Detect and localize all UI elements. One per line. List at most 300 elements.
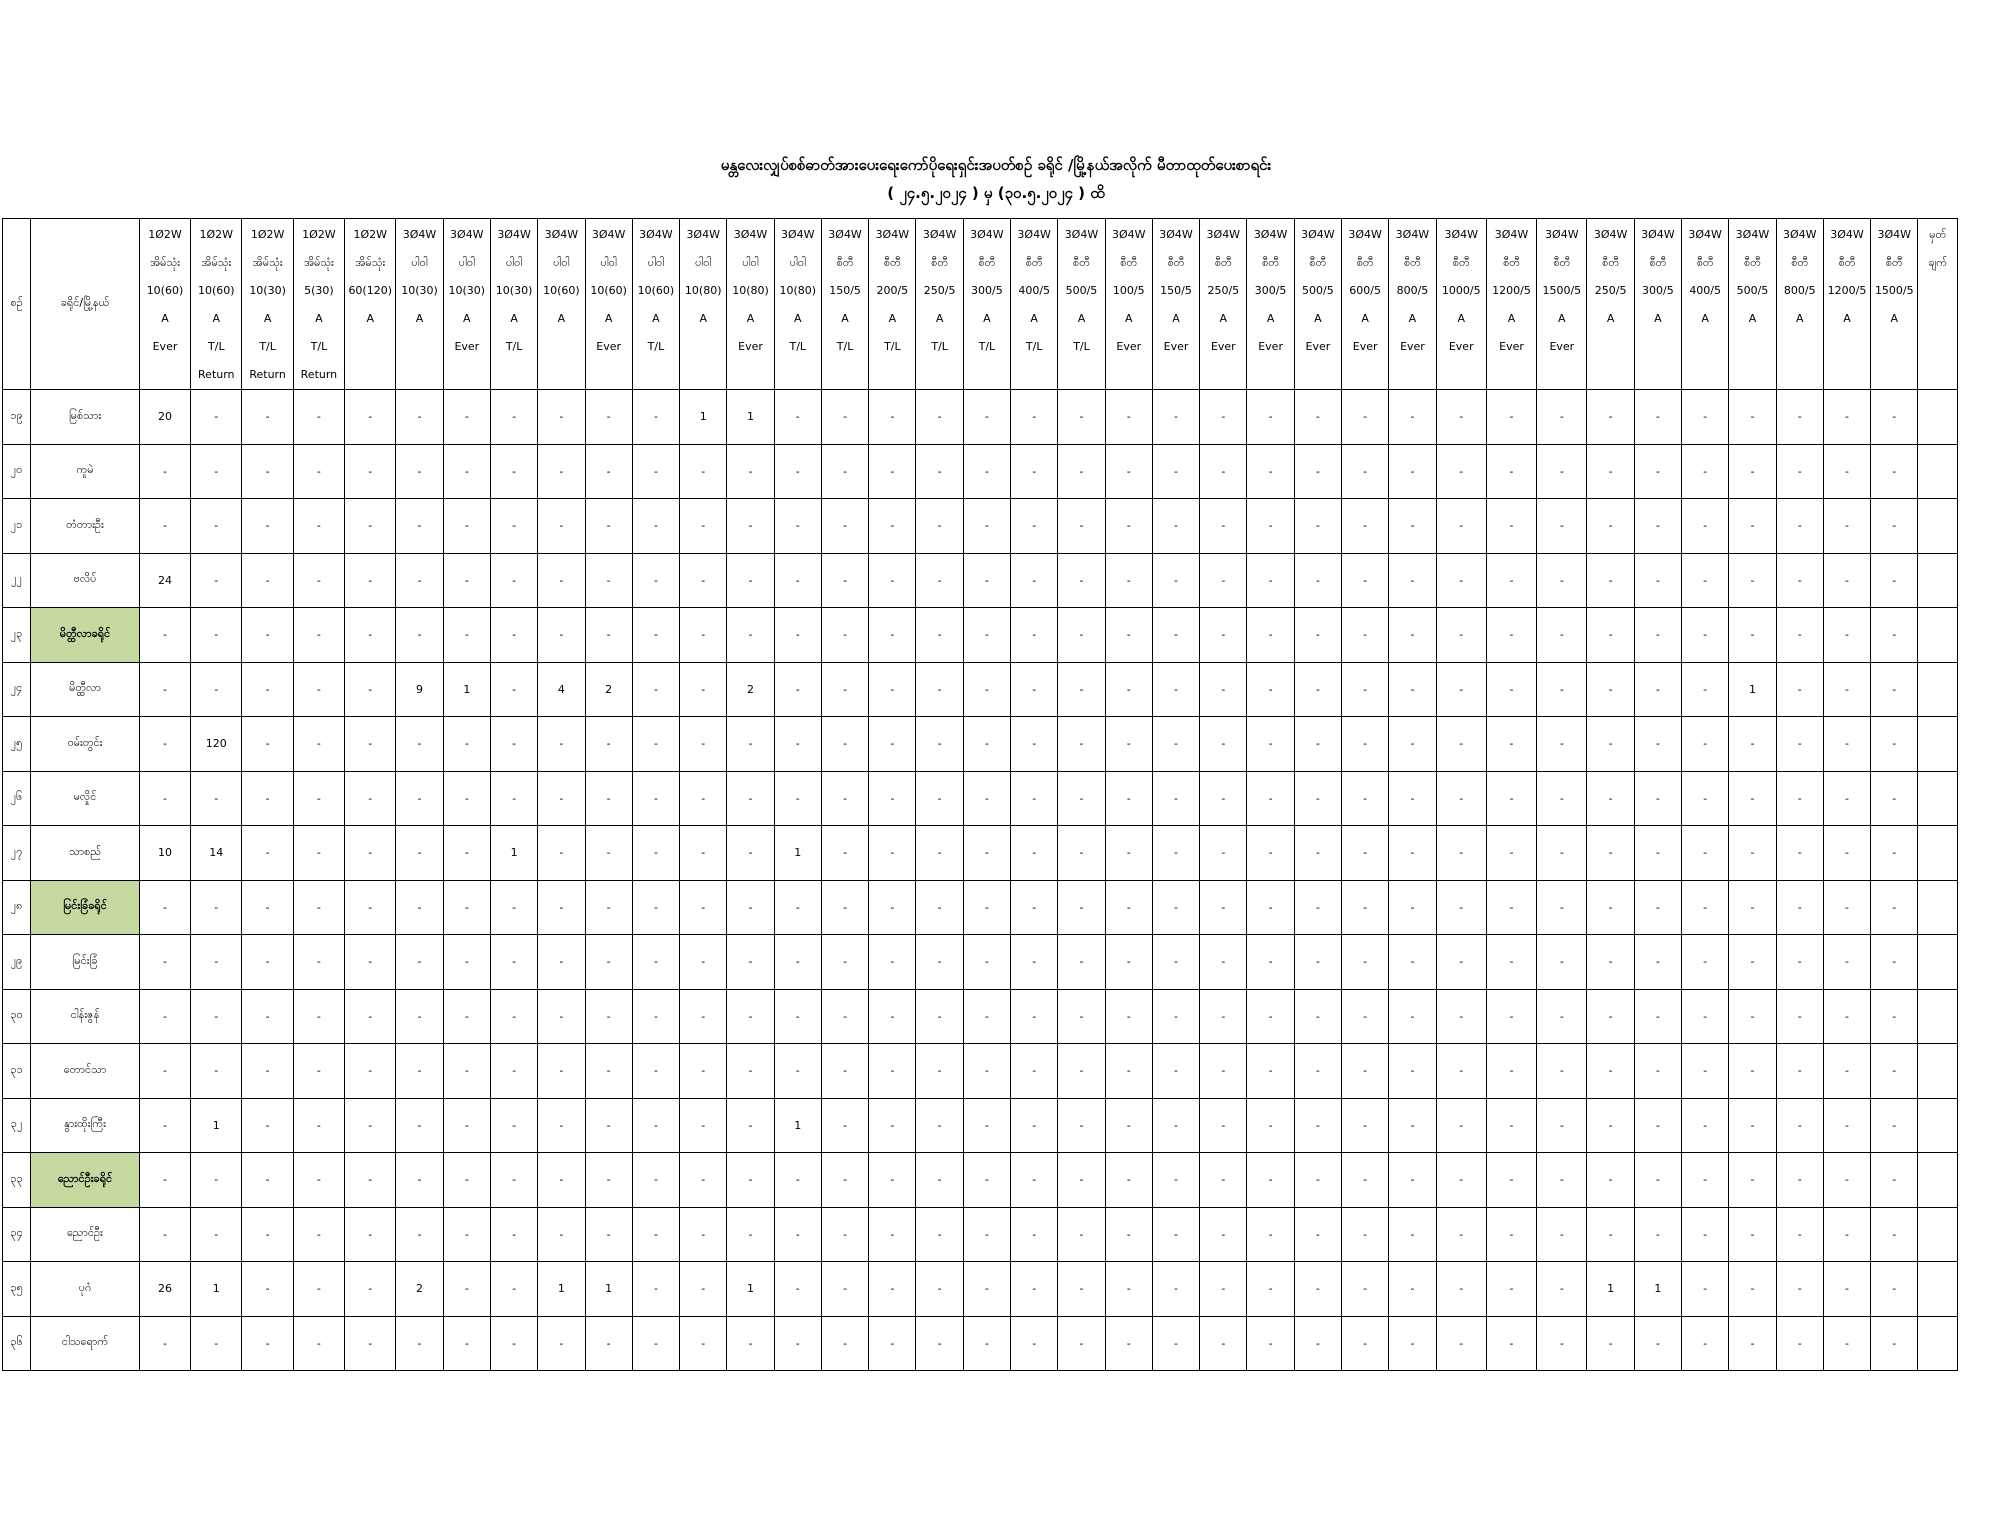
township-name: မြင်းခြံ: [31, 935, 140, 990]
header-meter-type: [727, 219, 774, 390]
meter-count-cell: -: [1389, 989, 1436, 1044]
meter-count-cell: -: [1342, 662, 1389, 717]
meter-count-cell: -: [963, 989, 1010, 1044]
meter-count-cell: -: [1389, 1207, 1436, 1262]
header-line: T/L: [884, 340, 901, 353]
meter-count-cell: -: [821, 1098, 868, 1153]
header-line: T/L: [1073, 340, 1090, 353]
remark-cell: [1918, 553, 1958, 608]
header-meter-type: [1682, 219, 1729, 390]
meter-count-cell: -: [1105, 1316, 1152, 1371]
meter-count-cell: -: [963, 717, 1010, 772]
meter-count-cell: -: [821, 1153, 868, 1208]
meter-count-cell: -: [632, 771, 679, 826]
meter-count-cell: -: [963, 826, 1010, 881]
meter-count-cell: -: [1729, 1044, 1776, 1099]
header-line: 100/5: [1112, 284, 1145, 297]
meter-count-cell: -: [1105, 444, 1152, 499]
header-line: 3Ø4W: [497, 228, 531, 241]
header-meter-type: [1486, 219, 1536, 390]
meter-count-cell: -: [1537, 826, 1587, 881]
meter-count-cell: -: [1294, 608, 1341, 663]
meter-count-cell: -: [1105, 553, 1152, 608]
meter-count-cell: -: [916, 989, 963, 1044]
meter-count-cell: -: [632, 1044, 679, 1099]
meter-count-cell: -: [1634, 608, 1681, 663]
row-serial-no: ၂၆: [3, 771, 31, 826]
row-serial-no: ၂၈: [3, 880, 31, 935]
header-meter-type: [1011, 219, 1058, 390]
meter-count-cell: -: [1152, 1207, 1199, 1262]
header-line: 3Ø4W: [450, 228, 484, 241]
meter-count-cell: -: [1105, 771, 1152, 826]
header-line: A: [1361, 312, 1369, 325]
meter-count-cell: -: [1682, 935, 1729, 990]
meter-count-cell: -: [1587, 1153, 1634, 1208]
meter-count-cell: -: [1486, 771, 1536, 826]
meter-count-cell: -: [680, 880, 727, 935]
meter-count-cell: 1: [538, 1262, 585, 1317]
meter-count-cell: -: [632, 989, 679, 1044]
meter-count-cell: -: [963, 1044, 1010, 1099]
meter-count-cell: -: [1486, 444, 1536, 499]
meter-count-cell: -: [1729, 1098, 1776, 1153]
meter-count-cell: -: [538, 826, 585, 881]
header-line: ပါဝါ: [458, 256, 475, 269]
meter-count-cell: -: [345, 444, 396, 499]
meter-count-cell: -: [821, 1262, 868, 1317]
meter-count-cell: -: [1389, 499, 1436, 554]
meter-count-cell: -: [1537, 989, 1587, 1044]
meter-count-cell: -: [963, 1153, 1010, 1208]
header-line: ပါဝါ: [647, 256, 665, 269]
header-line: 3Ø4W: [781, 228, 815, 241]
meter-count-cell: -: [869, 935, 916, 990]
header-line: Ever: [1448, 340, 1474, 353]
meter-count-cell: -: [1200, 1044, 1247, 1099]
header-line: A: [841, 312, 849, 325]
meter-count-cell: -: [1247, 1098, 1294, 1153]
header-line: 3Ø4W: [1593, 228, 1628, 241]
meter-count-cell: -: [869, 989, 916, 1044]
meter-count-cell: -: [632, 499, 679, 554]
header-line: 10(80): [684, 284, 722, 297]
meter-count-cell: -: [1682, 608, 1729, 663]
header-line: စီတီ: [1838, 256, 1856, 269]
meter-count-cell: -: [1105, 390, 1152, 445]
header-line: Ever: [1549, 340, 1575, 353]
meter-count-cell: -: [869, 499, 916, 554]
meter-count-cell: -: [1342, 1316, 1389, 1371]
meter-count-cell: -: [191, 390, 242, 445]
meter-count-cell: -: [774, 717, 821, 772]
meter-count-cell: -: [963, 1262, 1010, 1317]
meter-count-cell: -: [443, 880, 490, 935]
meter-count-cell: -: [1058, 935, 1105, 990]
meter-count-cell: -: [1058, 553, 1105, 608]
meter-count-cell: -: [1634, 826, 1681, 881]
meter-count-cell: -: [1537, 1153, 1587, 1208]
header-line: A: [652, 312, 660, 325]
meter-count-cell: -: [680, 771, 727, 826]
meter-count-cell: -: [1776, 499, 1823, 554]
meter-count-cell: 10: [139, 826, 190, 881]
header-line: Ever: [1258, 340, 1283, 353]
meter-count-cell: -: [1486, 553, 1536, 608]
meter-count-cell: -: [1105, 1044, 1152, 1099]
township-name: နွားထိုးကြီး: [31, 1098, 140, 1153]
report-title: မန္တလေးလျှပ်စစ်ဓာတ်အားပေးရေးကော်ပိုရေးရှင်းအပတ်စဉ် ခရိုင် /မြို့နယ်အလိုက် မီတာထုတ်ပေးစာရင်း: [720, 156, 1272, 174]
meter-count-cell: -: [680, 608, 727, 663]
meter-count-cell: -: [139, 662, 190, 717]
meter-count-cell: -: [916, 499, 963, 554]
meter-count-cell: -: [490, 989, 537, 1044]
meter-count-cell: -: [443, 1207, 490, 1262]
meter-count-cell: -: [774, 444, 821, 499]
meter-count-cell: -: [821, 1044, 868, 1099]
meter-count-cell: -: [443, 717, 490, 772]
meter-count-cell: -: [139, 608, 190, 663]
meter-count-cell: -: [1823, 717, 1870, 772]
meter-count-cell: -: [1634, 1207, 1681, 1262]
meter-count-cell: -: [1587, 717, 1634, 772]
meter-count-cell: -: [1011, 717, 1058, 772]
meter-count-cell: -: [1294, 1262, 1341, 1317]
meter-count-cell: -: [774, 553, 821, 608]
meter-count-cell: -: [490, 771, 537, 826]
meter-count-cell: -: [963, 662, 1010, 717]
meter-count-cell: -: [1776, 1262, 1823, 1317]
header-line: 3Ø4W: [1545, 228, 1579, 241]
meter-count-cell: 1: [774, 1098, 821, 1153]
header-line: T/L: [1025, 340, 1043, 353]
meter-count-cell: -: [1152, 989, 1199, 1044]
meter-count-cell: -: [1537, 1044, 1587, 1099]
meter-count-cell: -: [1294, 1153, 1341, 1208]
header-line: 10(30): [401, 284, 438, 297]
meter-count-cell: -: [821, 880, 868, 935]
row-serial-no: ၂၀: [3, 444, 31, 499]
meter-count-cell: -: [1011, 444, 1058, 499]
meter-count-cell: -: [1152, 499, 1199, 554]
header-line: 1Ø2W: [353, 228, 387, 241]
header-line: စီတီ: [1073, 256, 1090, 269]
meter-count-cell: -: [585, 1044, 632, 1099]
header-line: T/L: [647, 340, 665, 353]
header-meter-type: [1342, 219, 1389, 390]
meter-count-cell: -: [293, 608, 344, 663]
meter-count-cell: -: [1486, 499, 1536, 554]
meter-count-cell: -: [1871, 880, 1918, 935]
meter-count-cell: -: [191, 553, 242, 608]
header-line: 250/5: [1207, 284, 1240, 297]
meter-count-cell: -: [727, 717, 774, 772]
township-name: ပုဂံ: [31, 1262, 140, 1317]
meter-count-cell: -: [632, 553, 679, 608]
header-line: A: [366, 312, 374, 325]
meter-count-cell: -: [632, 662, 679, 717]
meter-count-cell: -: [1152, 390, 1199, 445]
meter-count-cell: -: [1247, 880, 1294, 935]
meter-count-cell: -: [774, 608, 821, 663]
meter-count-cell: -: [680, 662, 727, 717]
meter-issue-table: [2, 218, 1958, 1371]
meter-count-cell: -: [680, 935, 727, 990]
meter-count-cell: -: [1247, 662, 1294, 717]
meter-count-cell: -: [632, 1153, 679, 1208]
header-line: စီတီ: [1120, 256, 1138, 269]
header-line: 3Ø4W: [733, 228, 768, 241]
meter-count-cell: -: [916, 662, 963, 717]
meter-count-cell: -: [1776, 935, 1823, 990]
meter-count-cell: -: [490, 390, 537, 445]
meter-count-cell: -: [1342, 390, 1389, 445]
header-line: Ever: [1163, 340, 1189, 353]
meter-count-cell: -: [963, 1316, 1010, 1371]
meter-count-cell: -: [1776, 1098, 1823, 1153]
meter-count-cell: -: [1729, 444, 1776, 499]
district-name: မြင်းခြံခရိုင်: [31, 880, 140, 935]
meter-count-cell: -: [242, 608, 293, 663]
township-name: မြစ်သား: [31, 390, 140, 445]
meter-count-cell: -: [1200, 553, 1247, 608]
header-line: စီတီ: [1885, 256, 1903, 269]
header-line: A: [1748, 312, 1757, 325]
header-line: 1Ø2W: [199, 228, 234, 241]
header-meter-type: [1537, 219, 1587, 390]
meter-count-cell: -: [1486, 826, 1536, 881]
meter-count-cell: -: [1436, 553, 1486, 608]
table-row: [3, 826, 1958, 881]
meter-count-cell: -: [293, 880, 344, 935]
meter-count-cell: -: [443, 1044, 490, 1099]
meter-count-cell: 1: [680, 390, 727, 445]
meter-count-cell: -: [1823, 771, 1870, 826]
meter-count-cell: -: [191, 1316, 242, 1371]
meter-count-cell: -: [191, 989, 242, 1044]
header-line: စီတီ: [836, 256, 854, 269]
meter-count-cell: -: [1011, 1207, 1058, 1262]
meter-count-cell: -: [680, 1153, 727, 1208]
meter-count-cell: -: [632, 1316, 679, 1371]
header-meter-type: [1058, 219, 1105, 390]
meter-count-cell: 1: [727, 1262, 774, 1317]
meter-count-cell: -: [821, 1316, 868, 1371]
header-meter-type: [1634, 219, 1681, 390]
meter-count-cell: -: [1587, 1098, 1634, 1153]
header-meter-type: [1105, 219, 1152, 390]
meter-count-cell: -: [1682, 553, 1729, 608]
header-line: A: [1701, 312, 1709, 325]
meter-count-cell: -: [139, 499, 190, 554]
header-meter-type: [1247, 219, 1294, 390]
meter-count-cell: -: [821, 662, 868, 717]
meter-count-cell: -: [293, 390, 344, 445]
row-serial-no: ၃၆: [3, 1316, 31, 1371]
meter-count-cell: -: [1200, 499, 1247, 554]
header-line: A: [1077, 312, 1086, 325]
meter-count-cell: -: [1823, 499, 1870, 554]
header-meter-type: [538, 219, 585, 390]
meter-count-cell: -: [1200, 1316, 1247, 1371]
header-line: 3Ø4W: [1301, 228, 1335, 241]
meter-count-cell: -: [1682, 717, 1729, 772]
remark-cell: [1918, 1207, 1958, 1262]
header-line: 10(30): [249, 284, 286, 297]
meter-count-cell: -: [293, 444, 344, 499]
meter-count-cell: -: [1871, 1153, 1918, 1208]
meter-count-cell: -: [1152, 444, 1199, 499]
meter-count-cell: -: [293, 1044, 344, 1099]
meter-count-cell: -: [1436, 717, 1486, 772]
header-line: စီတီ: [1696, 256, 1714, 269]
meter-count-cell: -: [1436, 1316, 1486, 1371]
meter-count-cell: -: [1200, 390, 1247, 445]
meter-count-cell: -: [1247, 717, 1294, 772]
meter-count-cell: -: [1871, 553, 1918, 608]
township-name: ဝမ်းတွင်း: [31, 717, 140, 772]
meter-count-cell: -: [585, 1316, 632, 1371]
meter-count-cell: -: [774, 1262, 821, 1317]
meter-count-cell: -: [1011, 1153, 1058, 1208]
meter-count-cell: -: [1634, 1044, 1681, 1099]
meter-count-cell: -: [963, 880, 1010, 935]
meter-count-cell: -: [1058, 880, 1105, 935]
meter-count-cell: -: [632, 1098, 679, 1153]
meter-count-cell: -: [1294, 553, 1341, 608]
header-remark: [1918, 219, 1958, 390]
meter-count-cell: -: [1389, 771, 1436, 826]
meter-count-cell: -: [1537, 553, 1587, 608]
meter-count-cell: -: [1729, 390, 1776, 445]
meter-count-cell: -: [1634, 989, 1681, 1044]
header-line: A: [463, 312, 471, 325]
meter-count-cell: -: [1152, 1262, 1199, 1317]
table-row: [3, 1316, 1958, 1371]
header-meter-type: [139, 219, 190, 390]
meter-count-cell: -: [1486, 662, 1536, 717]
meter-count-cell: -: [1537, 717, 1587, 772]
meter-count-cell: -: [1058, 608, 1105, 663]
header-line: Return: [300, 368, 338, 381]
meter-count-cell: -: [1294, 1098, 1341, 1153]
meter-count-cell: -: [242, 771, 293, 826]
header-meter-type: [680, 219, 727, 390]
meter-count-cell: -: [632, 390, 679, 445]
meter-count-cell: -: [242, 1262, 293, 1317]
header-line: 10(30): [495, 284, 533, 297]
meter-count-cell: 2: [727, 662, 774, 717]
meter-count-cell: -: [1729, 826, 1776, 881]
meter-count-cell: -: [632, 444, 679, 499]
header-line: အိမ်သုံး: [355, 256, 386, 269]
meter-count-cell: -: [1152, 1153, 1199, 1208]
meter-count-cell: -: [538, 444, 585, 499]
meter-count-cell: -: [1634, 390, 1681, 445]
meter-count-cell: -: [242, 553, 293, 608]
meter-count-cell: -: [242, 390, 293, 445]
meter-count-cell: -: [727, 1098, 774, 1153]
meter-count-cell: -: [490, 717, 537, 772]
meter-count-cell: -: [1871, 499, 1918, 554]
header-line: T/L: [208, 340, 225, 353]
meter-count-cell: -: [1011, 390, 1058, 445]
header-meter-type: [963, 219, 1010, 390]
meter-count-cell: -: [293, 989, 344, 1044]
header-line: 3Ø4W: [591, 228, 626, 241]
meter-count-cell: -: [1729, 499, 1776, 554]
meter-count-cell: -: [1105, 880, 1152, 935]
meter-count-cell: -: [443, 608, 490, 663]
header-line: 3Ø4W: [1830, 228, 1864, 241]
meter-count-cell: -: [1537, 499, 1587, 554]
meter-count-cell: -: [1634, 444, 1681, 499]
header-line: 1Ø2W: [250, 228, 285, 241]
meter-count-cell: -: [1436, 390, 1486, 445]
meter-count-cell: -: [680, 1044, 727, 1099]
meter-count-cell: -: [443, 935, 490, 990]
header-line: 10(30): [448, 284, 486, 297]
meter-count-cell: -: [490, 880, 537, 935]
meter-count-cell: -: [1634, 771, 1681, 826]
meter-count-cell: -: [916, 1316, 963, 1371]
header-line: 3Ø4W: [1444, 228, 1478, 241]
township-name: ငါန်းဇွန်: [31, 989, 140, 1044]
meter-count-cell: -: [585, 553, 632, 608]
meter-count-cell: -: [396, 826, 443, 881]
meter-count-cell: -: [1294, 444, 1341, 499]
meter-count-cell: -: [1389, 717, 1436, 772]
meter-count-cell: -: [242, 1316, 293, 1371]
meter-count-cell: -: [916, 1044, 963, 1099]
meter-count-cell: -: [1587, 1316, 1634, 1371]
meter-count-cell: -: [1682, 880, 1729, 935]
header-meter-type: [191, 219, 242, 390]
meter-count-cell: -: [1776, 1316, 1823, 1371]
meter-count-cell: -: [1486, 1044, 1536, 1099]
header-meter-type: [632, 219, 679, 390]
header-line: စီတီ: [1791, 256, 1809, 269]
meter-count-cell: -: [821, 935, 868, 990]
header-line: 3Ø4W: [402, 228, 437, 241]
meter-count-cell: -: [1682, 1153, 1729, 1208]
meter-count-cell: -: [1389, 1316, 1436, 1371]
meter-count-cell: -: [632, 608, 679, 663]
meter-count-cell: -: [538, 1316, 585, 1371]
meter-count-cell: -: [490, 499, 537, 554]
meter-count-cell: -: [821, 1207, 868, 1262]
meter-count-cell: -: [490, 553, 537, 608]
meter-count-cell: -: [1634, 1153, 1681, 1208]
meter-count-cell: -: [727, 826, 774, 881]
meter-count-cell: -: [242, 662, 293, 717]
meter-count-cell: -: [869, 1153, 916, 1208]
header-line: Return: [198, 368, 235, 381]
header-line: 3Ø4W: [1688, 228, 1722, 241]
meter-count-cell: -: [345, 1207, 396, 1262]
meter-count-cell: 1: [191, 1262, 242, 1317]
meter-count-cell: -: [538, 771, 585, 826]
meter-count-cell: -: [1486, 1098, 1536, 1153]
meter-count-cell: -: [1294, 880, 1341, 935]
header-meter-type: [1729, 219, 1776, 390]
meter-count-cell: -: [490, 935, 537, 990]
meter-count-cell: -: [139, 1207, 190, 1262]
remark-cell: [1918, 662, 1958, 717]
meter-count-cell: -: [1871, 444, 1918, 499]
meter-count-cell: -: [1105, 1207, 1152, 1262]
header-meter-type: [1587, 219, 1634, 390]
